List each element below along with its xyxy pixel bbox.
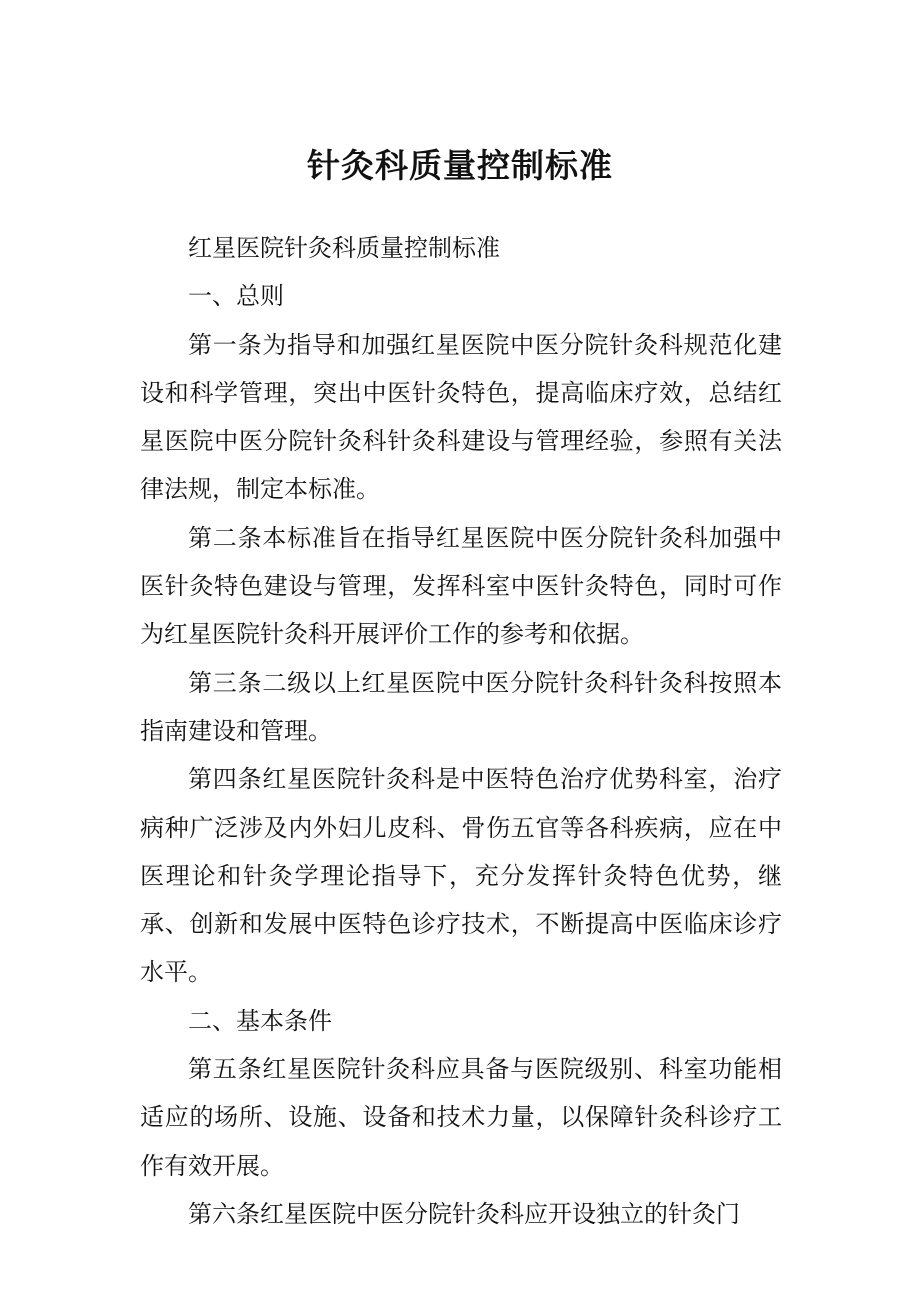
document-title: 针灸科质量控制标准	[307, 146, 613, 185]
paragraph-subtitle: 红星医院针灸科质量控制标准	[188, 234, 500, 262]
section-heading-general: 一、总则	[188, 282, 284, 311]
paragraph-article-2: 第二条本标准旨在指导红星医院中医分院针灸科加强中医针灸特色建设与管理，发挥科室中医针灸特色，同时可作为红星医院针灸科开展评价工作的参考和依据。	[140, 523, 782, 649]
paragraph-article-6: 第六条红星医院中医分院针灸科应开设独立的针灸门	[188, 1199, 740, 1228]
paragraph-article-1: 第一条为指导和加强红星医院中医分院针灸科规范化建设和科学管理，突出中医针灸特色，提高临床疗效，总结红星医院中医分院针灸科针灸科建设与管理经验，参照有关法律法规，制定本标准。	[140, 330, 782, 504]
paragraph-article-4: 第四条红星医院针灸科是中医特色治疗优势科室，治疗病种广泛涉及内外妇儿皮科、骨伤五官等各科疾病，应在中医理论和针灸学理论指导下，充分发挥针灸特色优势，继承、创新和发展中医特色诊疗技术，不断提高中医临床诊疗水平。	[140, 765, 782, 987]
section-heading-conditions: 二、基本条件	[188, 1006, 332, 1035]
document-body	[140, 224, 782, 1238]
paragraph-article-3: 第三条二级以上红星医院中医分院针灸科针灸科按照本指南建设和管理。	[140, 668, 782, 745]
paragraph-article-5: 第五条红星医院针灸科应具备与医院级别、科室功能相适应的场所、设施、设备和技术力量，以保障针灸科诊疗工作有效开展。	[140, 1055, 782, 1180]
